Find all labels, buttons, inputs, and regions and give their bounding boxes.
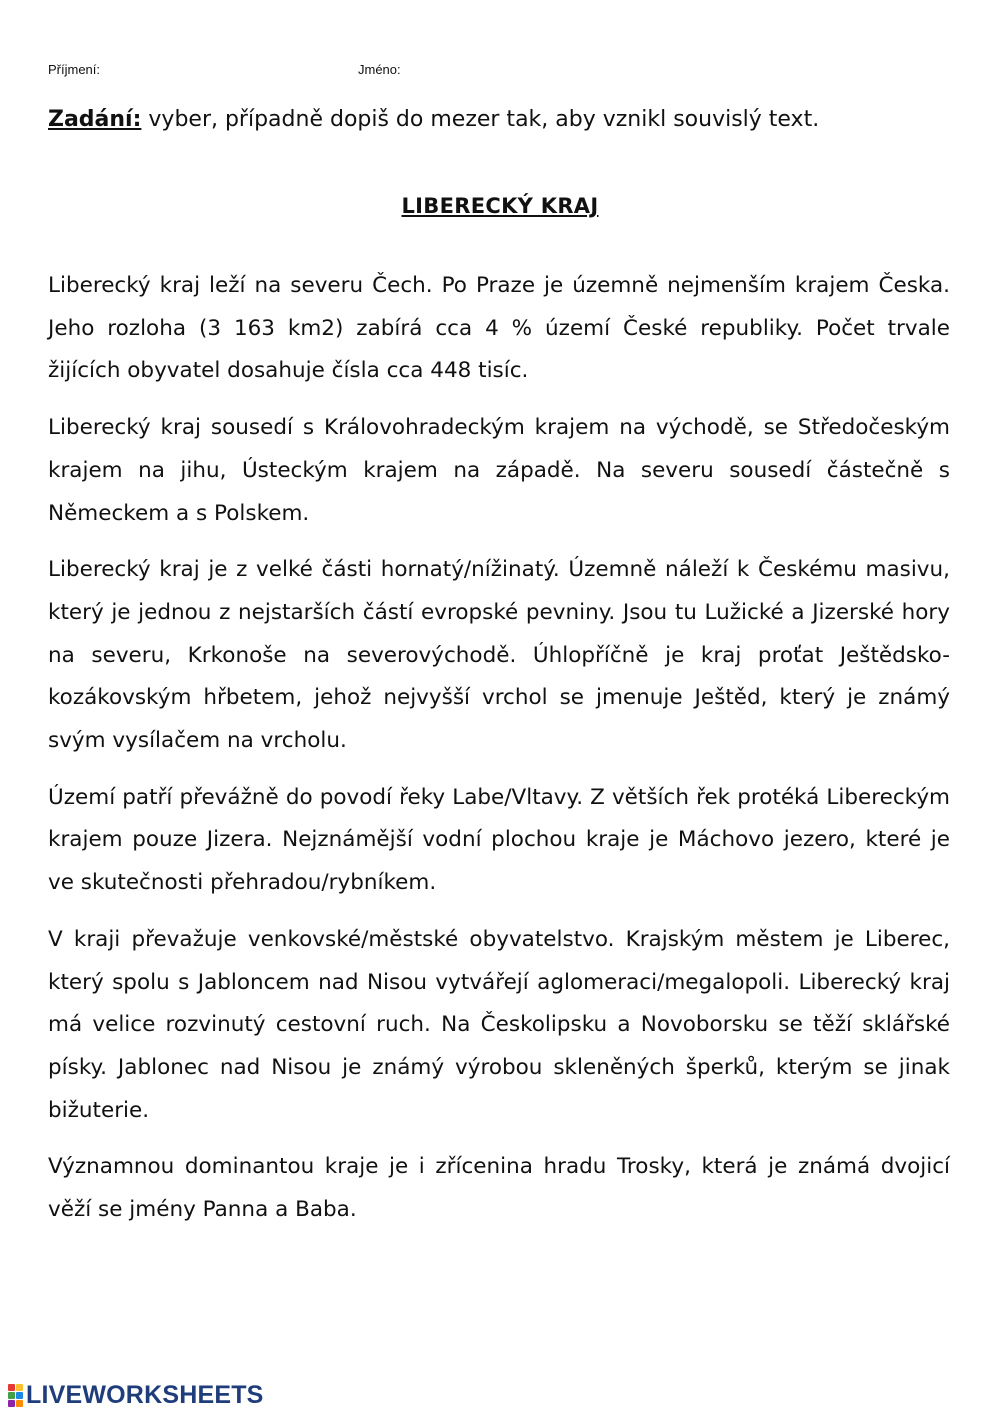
paragraph-waters: Území patří převážně do povodí řeky Labe/Vltavy. Z větších řek protéká Libereckým krajem pouze Jizera. Nejznámější vodní plochou kraje je Máchovo jezero, které je ve skutečnosti přehradou/rybníkem. [48,784,950,896]
page-title: LIBERECKÝ KRAJ [401,194,599,218]
worksheet-body [48,265,950,1246]
paragraph-neighbours: Liberecký kraj sousedí s Královohradeckým krajem na východě, se Středočeským krajem na jihu, Ústeckým krajem na západě. Na severu sousedí částečně s Německem a s Polskem. [48,415,950,526]
logo-cell [8,1400,15,1407]
logo-cell [16,1400,23,1407]
paragraph-location: Liberecký kraj leží na severu Čech. Po Praze je územně nejmenším krajem Česka. Jeho rozloha (3 163 km2) zabírá cca 4 % území České republiky. Počet trvale žijících obyvatel dosahuje čísla cca 448 tisíc. [48,273,950,384]
task-instructions [48,106,958,134]
surname-label: Příjmení: [48,62,101,77]
paragraph-population: V kraji převažuje venkovské/městské obyvatelstvo. Krajským městem je Liberec, který spolu s Jabloncem nad Nisou vytvářejí aglomeraci/megalopoli. Liberecký kraj má velice rozvinutý cestovní ruch. Na Českolipsku a Novoborsku se těží sklářské písky. Jablonec nad Nisou je známý výrobou skleněných šperků, kterým se jinak bižuterie. [48,926,950,1123]
liveworksheets-logo-icon [8,1384,23,1407]
liveworksheets-logo[interactable] [8,1381,264,1409]
task-text: vyber, případně dopiš do mezer tak, aby vznikl souvislý text. [141,107,820,132]
logo-cell [8,1392,15,1399]
paragraph-landmark: Významnou dominantou kraje je i zřícenina hradu Trosky, která je známá dvojicí věží se jmény Panna a Baba. [48,1154,950,1223]
logo-text: LIVEWORKSHEETS [26,1380,264,1409]
header-fields [48,62,948,82]
paragraph-relief: Liberecký kraj je z velké části hornatý/nížinatý. Územně náleží k Českému masivu, který je jednou z nejstarších částí evropské pevniny. Jsou tu Lužické a Jizerské hory na severu, Krkonoše na severovýchodě. Úhlopříčně je kraj proťat Ještědsko-kozákovským hřbetem, jehož nejvyšší vrchol se jmenuje Ještěd, který je známý svým vysílačem na vrcholu. [48,557,950,754]
logo-cell [16,1392,23,1399]
logo-cell [8,1384,15,1391]
firstname-label: Jméno: [358,62,401,77]
task-label: Zadání: [48,107,142,132]
logo-cell [16,1384,23,1391]
